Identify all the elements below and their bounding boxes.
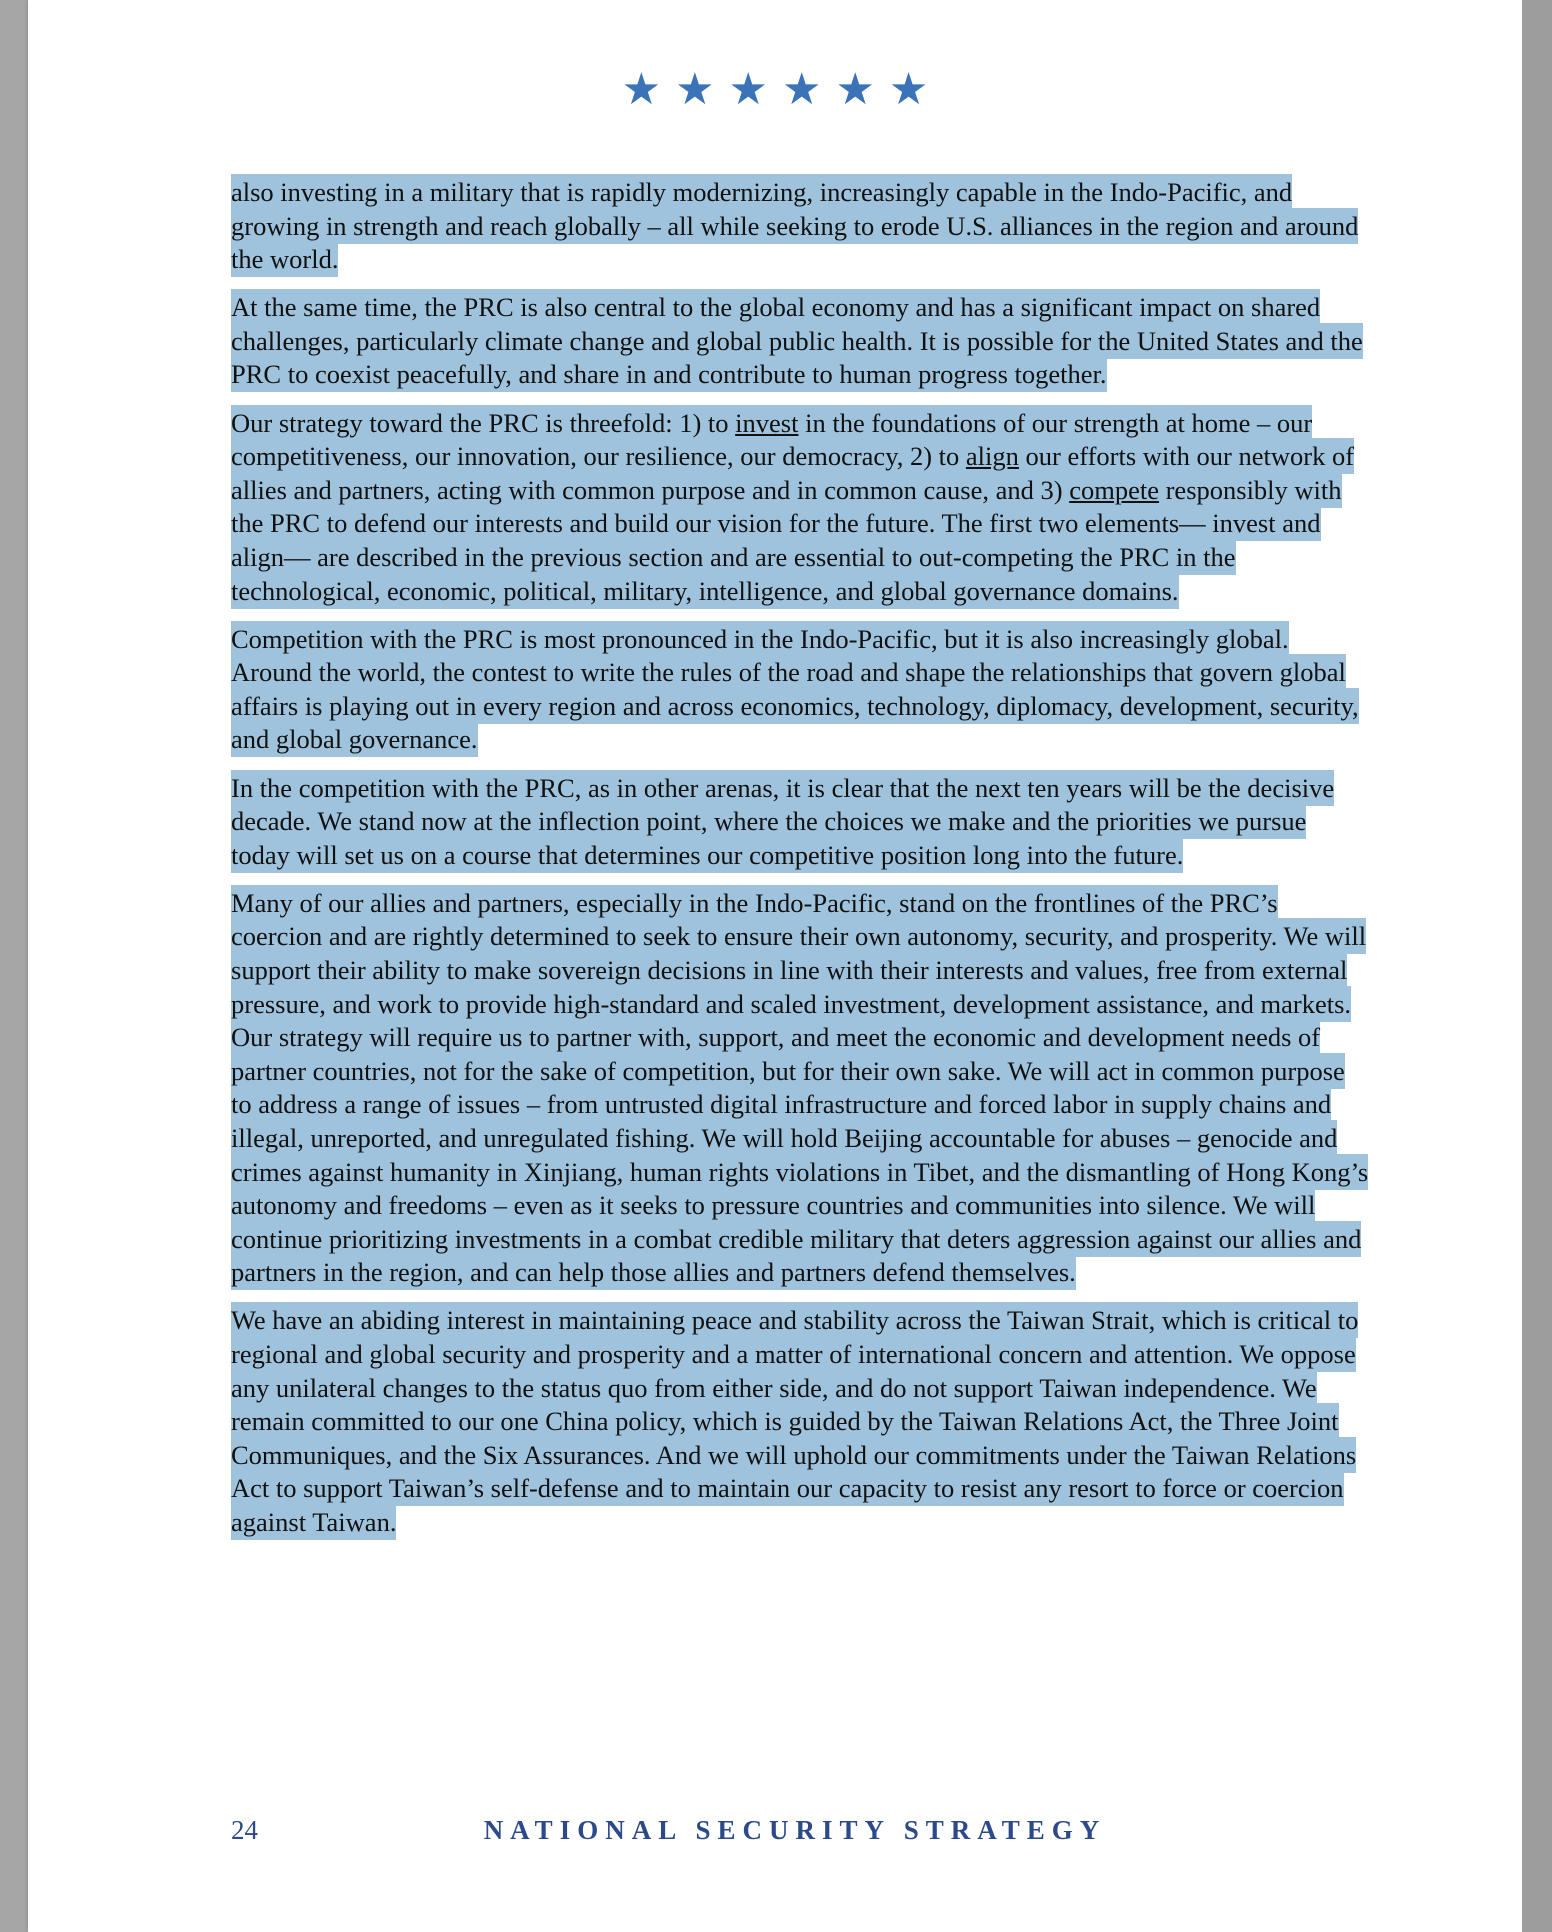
paragraph-2[interactable] (231, 291, 1371, 392)
star-icon: ★ (675, 64, 729, 115)
underlined-word-align: align (965, 441, 1019, 472)
document-page (28, 0, 1522, 1932)
paragraph-7[interactable] (231, 1304, 1371, 1539)
running-footer-title: NATIONAL SECURITY STRATEGY (483, 1815, 1107, 1845)
paragraph-5[interactable] (231, 772, 1371, 873)
paragraph-6[interactable] (231, 887, 1371, 1290)
selected-text[interactable]: also investing in a military that is rapidly modernizing, increasingly capable in the Indo-Pacific, and growing in strength and reach globally – all while seeking to erode U.S. alliances in the region and around the world. (231, 174, 1358, 277)
paragraph-3[interactable] (231, 407, 1371, 609)
page-number: 24 (231, 1815, 258, 1845)
viewer-side-gutter (1522, 0, 1552, 1932)
selected-text[interactable]: In the competition with the PRC, as in other arenas, it is clear that the next ten years will be the decisive decade. We stand now at the inflection point, where the choices we make and the priorities we pursue today will set us on a course that determines our competitive position long into the future. (231, 770, 1334, 873)
text-run: our efforts with our network of allies and partners, acting with common purpose and in common cause, and 3) (231, 441, 1355, 505)
stars-ornament (28, 62, 1522, 118)
text-run: in the foundations of our strength at home – our competitiveness, our innovation, our resilience, our democracy, 2) to (231, 407, 1313, 472)
paragraph-1[interactable] (231, 176, 1371, 277)
star-icon: ★ (835, 64, 889, 115)
selected-text[interactable]: We have an abiding interest in maintaining peace and stability across the Taiwan Strait, which is critical to regional and global security and prosperity and a matter of international concern and attention. We oppose any unilateral changes to the status quo from either side, and do not support Taiwan independence. We remain committed to our one China policy, which is guided by the Taiwan Relations Act, the Three Joint Communiques, and the Six Assurances. And we will uphold our commitments under the Taiwan Relations Act to support Taiwan’s self-defense and to maintain our capacity to resist any resort to force or coercion against Taiwan. (231, 1302, 1358, 1540)
star-icon: ★ (888, 64, 943, 115)
star-icon: ★ (782, 64, 836, 115)
star-icon: ★ (728, 64, 782, 115)
star-icon: ★ (621, 64, 676, 115)
selected-text[interactable] (231, 405, 1354, 609)
text-run: Our strategy toward the PRC is threefold: 1) to (231, 407, 736, 438)
selected-text[interactable]: At the same time, the PRC is also central to the global economy and has a significant impact on shared challenges, particularly climate change and global public health. It is possible for the United States and the PRC to coexist peacefully, and share in and contribute to human progress together. (231, 289, 1363, 392)
underlined-word-compete: compete (1069, 474, 1159, 505)
text-run: responsibly with the PRC to defend our interests and build our vision for the future. The first two elements— invest and align— are described in the previous section and are essential to out-competing the PRC in the technological, economic, political, military, intelligence, and global governance domains. (231, 474, 1342, 606)
selected-text[interactable]: Competition with the PRC is most pronounced in the Indo-Pacific, but it is also increasingly global. Around the world, the contest to write the rules of the road and shape the relationships that govern global affairs is playing out in every region and across economics, technology, diplomacy, development, security, and global governance. (231, 621, 1359, 758)
underlined-word-invest: invest (735, 407, 799, 438)
document-body[interactable] (231, 176, 1371, 1554)
paragraph-4[interactable] (231, 623, 1371, 757)
selected-text[interactable]: Many of our allies and partners, especially in the Indo-Pacific, stand on the frontlines of the PRC’s coercion and are rightly determined to seek to ensure their own autonomy, security, and prosperity. We will support their ability to make sovereign decisions in line with their interests and values, free from external pressure, and work to provide high-standard and scaled investment, development assistance, and markets. Our strategy will require us to partner with, support, and meet the economic and development needs of partner countries, not for the sake of competition, but for their own sake. We will act in common purpose to address a range of issues – from untrusted digital infrastructure and forced labor in supply chains and illegal, unreported, and unregulated fishing. We will hold Beijing accountable for abuses – genocide and crimes against humanity in Xinjiang, human rights violations in Tibet, and the dismantling of Hong Kong’s autonomy and freedoms – even as it seeks to pressure countries and communities into silence. We will continue prioritizing investments in a combat credible military that deters aggression against our allies and partners in the region, and can help those allies and partners defend themselves. (231, 885, 1368, 1291)
